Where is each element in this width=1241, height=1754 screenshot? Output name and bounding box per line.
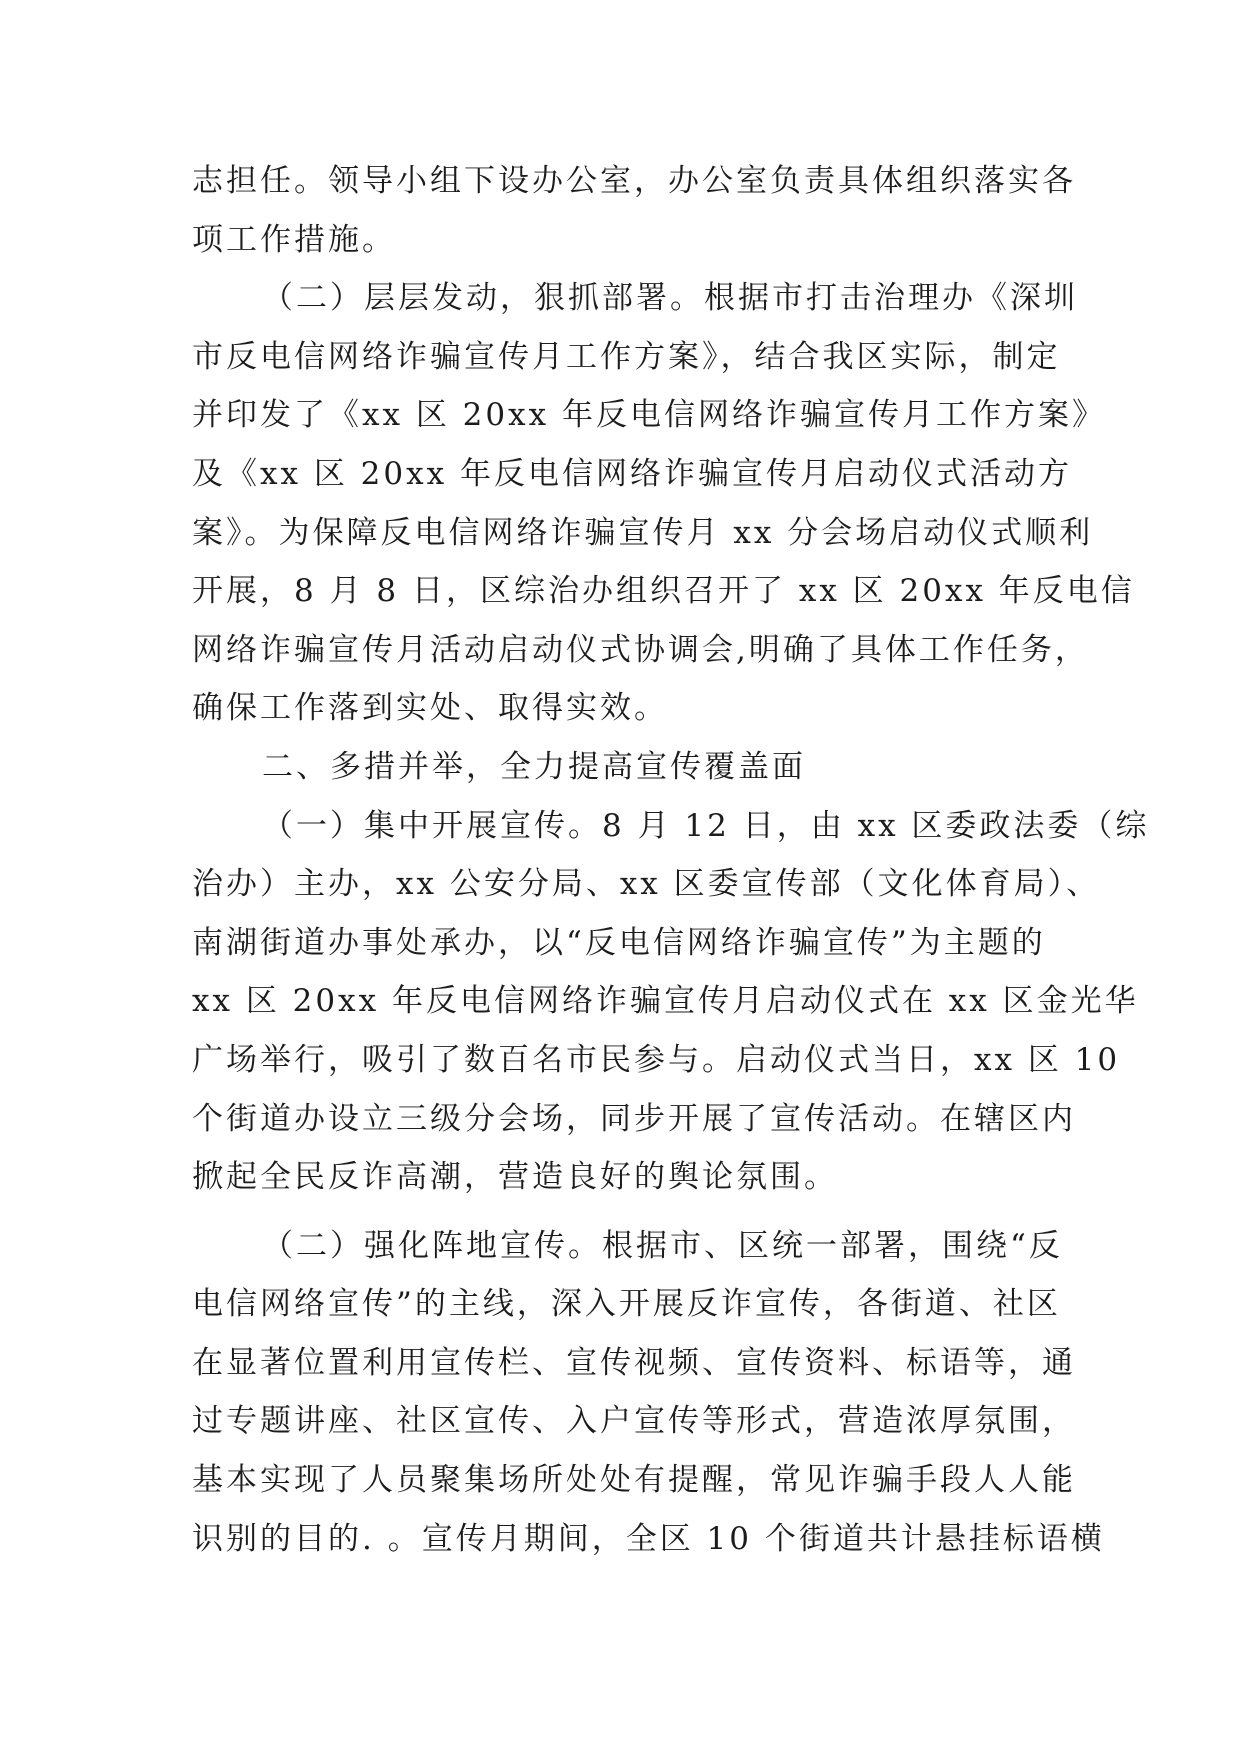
text-line: 及《xx 区 20xx 年反电信网络诈骗宣传月启动仪式活动方 (192, 455, 1072, 492)
text-line: 网络诈骗宣传月活动启动仪式协调会,明确了具体工作任务， (192, 631, 1089, 668)
text-line: 并印发了《xx 区 20xx 年反电信网络诈骗宣传月工作方案》 (192, 397, 1106, 434)
text-line: 基本实现了人员聚集场所处处有提醒，常见诈骗手段人人能 (192, 1462, 1076, 1499)
text-line: 掀起全民反诈高潮，营造良好的舆论氛围。 (192, 1159, 838, 1196)
text-line: 治办）主办，xx 公安分局、xx 区委宣传部（文化体育局）、 (192, 866, 1101, 903)
document-body (192, 152, 1150, 1568)
paragraph-gap (192, 1207, 1052, 1217)
text-line: 在显著位置利用宣传栏、宣传视频、宣传资料、标语等，通 (192, 1344, 1076, 1381)
text-line: 志担任。领导小组下设办公室，办公室负责具体组织落实各 (192, 163, 1076, 199)
text-line: 识别的目的. 。宣传月期间，全区 10 个街道共计悬挂标语横 (192, 1520, 1105, 1557)
text-line: 开展，8 月 8 日，区综治办组织召开了 xx 区 20xx 年反电信 (192, 573, 1135, 610)
text-line: 过专题讲座、社区宣传、入户宣传等形式，营造浓厚氛围， (192, 1403, 1076, 1440)
text-line: xx 区 20xx 年反电信网络诈骗宣传月启动仪式在 xx 区金光华 (192, 983, 1139, 1020)
text-line: 南湖街道办事处承办，以“反电信网络诈骗宣传”为主题的 (192, 924, 1046, 961)
text-line: 个街道办设立三级分会场，同步开展了宣传活动。在辖区内 (192, 1100, 1076, 1137)
text-line: 案》。为保障反电信网络诈骗宣传月 xx 分会场启动仪式顺利 (192, 514, 1094, 551)
text-line: （二）强化阵地宣传。根据市、区统一部署，围绕“反 (262, 1227, 1063, 1264)
text-line: 市反电信网络诈骗宣传月工作方案》，结合我区实际，制定 (192, 338, 1061, 375)
text-line: （一）集中开展宣传。8 月 12 日，由 xx 区委政法委（综 (262, 807, 1150, 844)
text-line: 广场举行，吸引了数百名市民参与。启动仪式当日，xx 区 10 (192, 1041, 1121, 1078)
text-line: 项工作措施。 (192, 221, 396, 258)
section-heading: 二、多措并举，全力提高宣传覆盖面 (262, 748, 806, 785)
text-line: （二）层层发动，狠抓部署。根据市打击治理办《深圳 (262, 280, 1078, 317)
text-line: 电信网络宣传”的主线，深入开展反诈宣传，各街道、社区 (192, 1286, 1061, 1323)
text-line: 确保工作落到实处、取得实效。 (192, 690, 668, 727)
